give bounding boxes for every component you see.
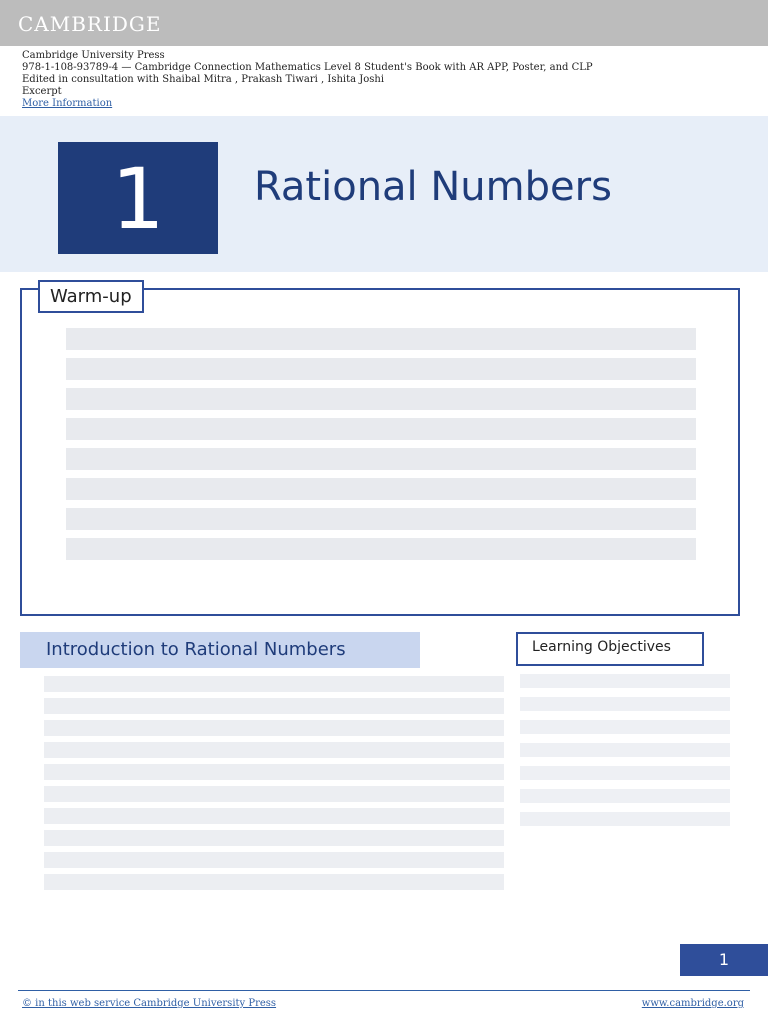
meta-line: Excerpt (22, 86, 62, 97)
warmup-title: Warm-up (38, 280, 144, 313)
placeholder-line (520, 812, 730, 826)
placeholder-line (520, 766, 730, 780)
placeholder-line (44, 830, 504, 846)
more-information-link[interactable]: More Information (22, 98, 113, 109)
intro-heading: Introduction to Rational Numbers (46, 639, 346, 660)
placeholder-line (66, 328, 696, 350)
placeholder-line (520, 720, 730, 734)
placeholder-line (520, 674, 730, 688)
chapter-number-box (58, 142, 218, 254)
copyright-link[interactable]: © in this web service Cambridge University Press (22, 998, 277, 1009)
placeholder-line (44, 808, 504, 824)
header-bar (0, 0, 768, 46)
placeholder-line (66, 418, 696, 440)
placeholder-line (66, 388, 696, 410)
publisher-logo: CAMBRIDGE (18, 12, 162, 36)
placeholder-line (44, 698, 504, 714)
objectives-title: Learning Objectives (532, 639, 671, 655)
objectives-title-box (516, 632, 704, 666)
placeholder-line (44, 786, 504, 802)
chapter-title: Rational Numbers (254, 164, 612, 210)
warmup-question-placeholder (66, 328, 696, 568)
meta-line: Edited in consultation with Shaibal Mitra , Prakash Tiwari , Ishita Joshi (22, 74, 385, 85)
placeholder-line (520, 697, 730, 711)
placeholder-line (44, 742, 504, 758)
placeholder-line (66, 478, 696, 500)
placeholder-line (44, 676, 504, 692)
intro-body-placeholder (44, 676, 504, 896)
placeholder-line (66, 358, 696, 380)
meta-line: Cambridge University Press (22, 50, 165, 61)
page-number-tab (680, 944, 768, 976)
website-link[interactable]: www.cambridge.org (641, 998, 744, 1009)
footer-divider (18, 990, 750, 991)
book-metadata (22, 50, 593, 110)
placeholder-line (66, 508, 696, 530)
chapter-number: 1 (111, 150, 165, 248)
placeholder-line (520, 743, 730, 757)
meta-line: 978-1-108-93789-4 — Cambridge Connection Mathematics Level 8 Student's Book with AR APP, Poster, and CLP (22, 62, 593, 73)
placeholder-line (66, 538, 696, 560)
placeholder-line (44, 764, 504, 780)
placeholder-line (66, 448, 696, 470)
objectives-placeholder (520, 674, 730, 835)
placeholder-line (44, 852, 504, 868)
placeholder-line (44, 874, 504, 890)
page-number: 1 (718, 950, 730, 969)
intro-heading-bar (20, 632, 420, 668)
placeholder-line (520, 789, 730, 803)
placeholder-line (44, 720, 504, 736)
